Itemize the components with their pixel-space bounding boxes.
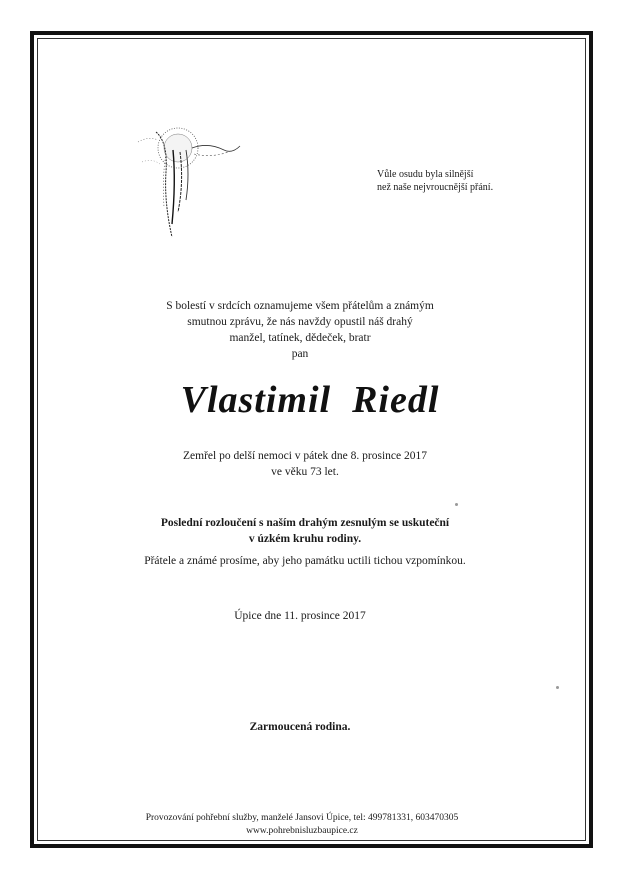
place-date: Úpice dne 11. prosince 2017	[234, 610, 366, 622]
moon-tree-motif-icon	[128, 112, 246, 242]
footer	[100, 812, 504, 838]
intro-line-3: manžel, tatínek, dědeček, bratr	[229, 332, 371, 344]
intro-line-4: pan	[291, 348, 309, 360]
motto-line-1: Vůle osudu byla silnější	[377, 169, 474, 180]
family-signature: Zarmoucená rodina.	[249, 721, 351, 733]
farewell-line-1: Poslední rozloučení s naším drahým zesnulým se uskuteční	[160, 517, 450, 529]
deceased-name: Vlastimil Riedl	[180, 379, 440, 421]
motto-line-2: než naše nejvroucnější přání.	[377, 182, 494, 193]
farewell-line-2: v úzkém kruhu rodiny.	[248, 533, 362, 545]
farewell-notice	[100, 515, 510, 547]
death-line-1: Zemřel po delší nemoci v pátek dne 8. prosince 2017	[183, 450, 427, 462]
scan-speck	[556, 686, 559, 689]
friends-request: Přátele a známé prosíme, aby jeho památku uctili tichou vzpomínkou.	[144, 555, 466, 567]
motto	[377, 168, 557, 194]
footer-website: www.pohrebnisluzbaupice.cz	[246, 826, 358, 836]
scan-speck	[455, 503, 458, 506]
intro-line-2: smutnou zprávu, že nás navždy opustil náš drahý	[187, 316, 413, 328]
death-notice	[100, 448, 510, 480]
intro-line-1: S bolestí v srdcích oznamujeme všem přátelům a známým	[166, 300, 434, 312]
announcement-intro	[100, 298, 500, 362]
death-line-2: ve věku 73 let.	[271, 466, 339, 478]
footer-line-1: Provozování pohřební služby, manželé Jansovi Úpice, tel: 499781331, 603470305	[145, 813, 459, 823]
